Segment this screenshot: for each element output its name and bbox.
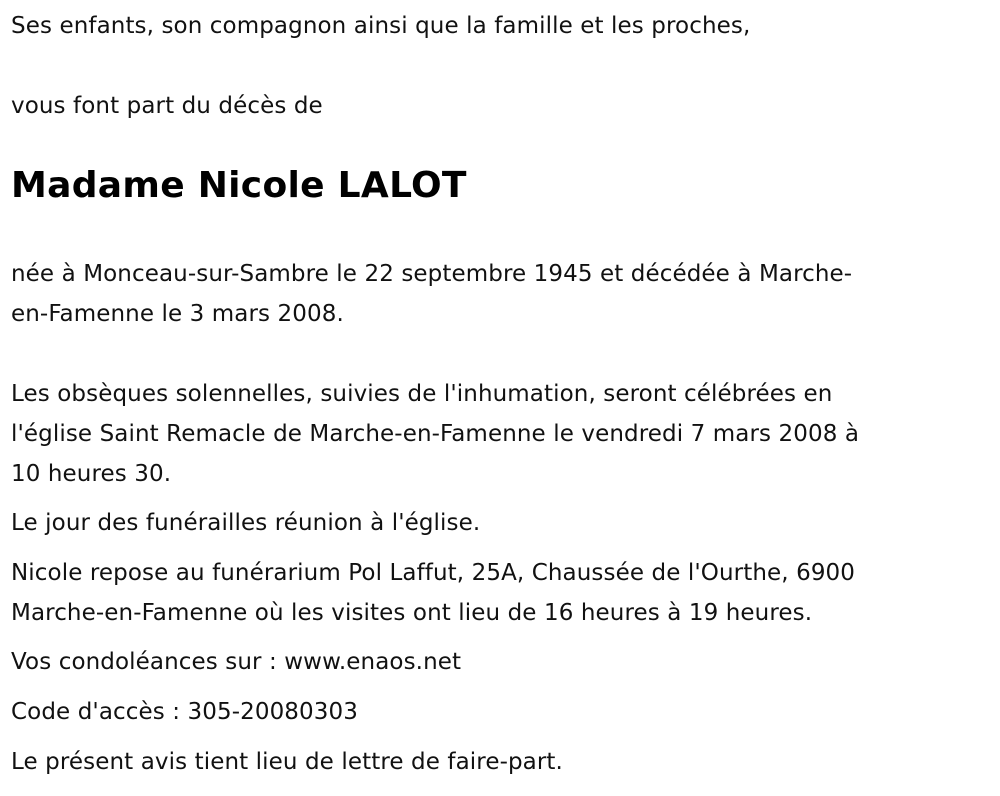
intro-text: Ses enfants, son compagnon ainsi que la famille et les proches, <box>11 13 751 39</box>
repose-line-1: Nicole repose au funérarium Pol Laffut, 25A, Chaussée de l'Ourthe, 6900 <box>11 560 856 586</box>
condolences-text: Vos condoléances sur : www.enaos.net <box>11 649 462 675</box>
announcement-lead: vous font part du décès de <box>11 93 323 119</box>
gathering-text: Le jour des funérailles réunion à l'église. <box>11 510 481 536</box>
ceremony-line-2: l'église Saint Remacle de Marche-en-Famenne le vendredi 7 mars 2008 à <box>11 421 860 447</box>
ceremony-line-3: 10 heures 30. <box>11 461 172 487</box>
closing-text: Le présent avis tient lieu de lettre de faire-part. <box>11 749 563 775</box>
ceremony-line-1: Les obsèques solennelles, suivies de l'inhumation, seront célébrées en <box>11 381 833 407</box>
repose-line-2: Marche-en-Famenne où les visites ont lieu de 16 heures à 19 heures. <box>11 600 813 626</box>
birth-death-line-2: en-Famenne le 3 mars 2008. <box>11 301 344 327</box>
birth-death-line-1: née à Monceau-sur-Sambre le 22 septembre 1945 et décédée à Marche- <box>11 261 853 287</box>
deceased-name: Madame Nicole LALOT <box>11 165 467 206</box>
access-code: Code d'accès : 305-20080303 <box>11 699 358 725</box>
